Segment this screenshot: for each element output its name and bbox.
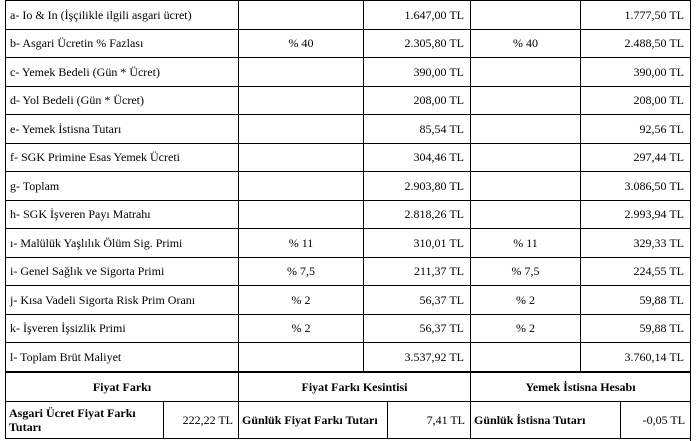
row-amount-1: 211,37 TL bbox=[364, 257, 471, 286]
gunluk-istisna-label: Günlük İstisna Tutarı bbox=[471, 401, 621, 438]
row-label: c- Yemek Bedeli (Gün * Ücret) bbox=[6, 58, 239, 87]
row-percent-2: % 7,5 bbox=[471, 257, 581, 286]
table-row bbox=[6, 257, 691, 286]
row-amount-1: 2.305,80 TL bbox=[364, 29, 471, 58]
row-percent-1 bbox=[239, 1, 364, 30]
row-percent-1: % 11 bbox=[239, 229, 364, 258]
row-amount-1: 310,01 TL bbox=[364, 229, 471, 258]
row-label: l- Toplam Brüt Maliyet bbox=[6, 343, 239, 372]
gunluk-fiyat-farki-value: 7,41 TL bbox=[388, 401, 471, 438]
row-percent-1: % 7,5 bbox=[239, 257, 364, 286]
cost-sheet bbox=[5, 0, 691, 441]
row-percent-2 bbox=[471, 343, 581, 372]
row-amount-2: 3.086,50 TL bbox=[581, 172, 691, 201]
row-label: h- SGK İşveren Payı Matrahı bbox=[6, 200, 239, 229]
row-percent-1 bbox=[239, 86, 364, 115]
gunluk-fiyat-farki-label: Günlük Fiyat Farkı Tutarı bbox=[239, 401, 388, 438]
row-percent-2 bbox=[471, 115, 581, 144]
row-amount-1: 85,54 TL bbox=[364, 115, 471, 144]
row-percent-1 bbox=[239, 343, 364, 372]
row-percent-2: % 40 bbox=[471, 29, 581, 58]
row-label: d- Yol Bedeli (Gün * Ücret) bbox=[6, 86, 239, 115]
row-label: e- Yemek İstisna Tutarı bbox=[6, 115, 239, 144]
summary-table bbox=[5, 372, 691, 439]
table-row bbox=[6, 115, 691, 144]
row-amount-2: 59,88 TL bbox=[581, 314, 691, 343]
table-row bbox=[6, 286, 691, 315]
row-percent-1: % 40 bbox=[239, 29, 364, 58]
row-amount-2: 3.760,14 TL bbox=[581, 343, 691, 372]
row-amount-1: 2.818,26 TL bbox=[364, 200, 471, 229]
row-percent-1: % 2 bbox=[239, 314, 364, 343]
header-fiyat-farki-kesintisi: Fiyat Farkı Kesintisi bbox=[239, 372, 471, 401]
summary-value-row bbox=[6, 401, 691, 438]
row-label: b- Asgari Ücretin % Fazlası bbox=[6, 29, 239, 58]
table-row bbox=[6, 229, 691, 258]
row-amount-2: 2.993,94 TL bbox=[581, 200, 691, 229]
table-row bbox=[6, 314, 691, 343]
row-amount-2: 59,88 TL bbox=[581, 286, 691, 315]
row-percent-1 bbox=[239, 143, 364, 172]
asgari-ucret-fiyat-farki-value: 222,22 TL bbox=[164, 401, 239, 438]
row-amount-1: 2.903,80 TL bbox=[364, 172, 471, 201]
row-amount-1: 1.647,00 TL bbox=[364, 1, 471, 30]
row-amount-2: 2.488,50 TL bbox=[581, 29, 691, 58]
row-label: a- Io & In (İşçilikle ilgili asgari ücret) bbox=[6, 1, 239, 30]
row-amount-1: 208,00 TL bbox=[364, 86, 471, 115]
table-row bbox=[6, 172, 691, 201]
table-row bbox=[6, 1, 691, 30]
row-percent-1 bbox=[239, 58, 364, 87]
row-percent-2 bbox=[471, 58, 581, 87]
table-row bbox=[6, 58, 691, 87]
row-amount-2: 208,00 TL bbox=[581, 86, 691, 115]
table-row bbox=[6, 143, 691, 172]
header-yemek-istisna-hesabi: Yemek İstisna Hesabı bbox=[471, 372, 691, 401]
row-percent-2 bbox=[471, 143, 581, 172]
row-percent-2: % 11 bbox=[471, 229, 581, 258]
row-percent-2 bbox=[471, 200, 581, 229]
row-label: g- Toplam bbox=[6, 172, 239, 201]
row-amount-1: 390,00 TL bbox=[364, 58, 471, 87]
table-row bbox=[6, 343, 691, 372]
table-row bbox=[6, 200, 691, 229]
row-percent-1 bbox=[239, 172, 364, 201]
row-amount-2: 297,44 TL bbox=[581, 143, 691, 172]
row-amount-1: 304,46 TL bbox=[364, 143, 471, 172]
header-fiyat-farki: Fiyat Farkı bbox=[6, 372, 239, 401]
row-amount-2: 92,56 TL bbox=[581, 115, 691, 144]
row-amount-1: 3.537,92 TL bbox=[364, 343, 471, 372]
row-amount-2: 224,55 TL bbox=[581, 257, 691, 286]
row-percent-2 bbox=[471, 1, 581, 30]
gunluk-istisna-value: -0,05 TL bbox=[621, 401, 691, 438]
row-amount-1: 56,37 TL bbox=[364, 314, 471, 343]
row-percent-2: % 2 bbox=[471, 314, 581, 343]
row-percent-1 bbox=[239, 200, 364, 229]
row-amount-2: 1.777,50 TL bbox=[581, 1, 691, 30]
row-amount-2: 390,00 TL bbox=[581, 58, 691, 87]
table-row bbox=[6, 29, 691, 58]
row-label: j- Kısa Vadeli Sigorta Risk Prim Oranı bbox=[6, 286, 239, 315]
row-percent-2 bbox=[471, 86, 581, 115]
row-label: k- İşveren İşsizlik Primi bbox=[6, 314, 239, 343]
row-percent-2 bbox=[471, 172, 581, 201]
row-amount-1: 56,37 TL bbox=[364, 286, 471, 315]
row-percent-1 bbox=[239, 115, 364, 144]
row-percent-2: % 2 bbox=[471, 286, 581, 315]
row-label: i- Genel Sağlık ve Sigorta Primi bbox=[6, 257, 239, 286]
summary-header-row bbox=[6, 372, 691, 401]
table-row bbox=[6, 86, 691, 115]
row-amount-2: 329,33 TL bbox=[581, 229, 691, 258]
row-label: ı- Malülük Yaşlılık Ölüm Sig. Primi bbox=[6, 229, 239, 258]
row-label: f- SGK Primine Esas Yemek Ücreti bbox=[6, 143, 239, 172]
row-percent-1: % 2 bbox=[239, 286, 364, 315]
cost-table bbox=[5, 0, 691, 372]
asgari-ucret-fiyat-farki-label: Asgari Ücret Fiyat Farkı Tutarı bbox=[6, 401, 164, 438]
